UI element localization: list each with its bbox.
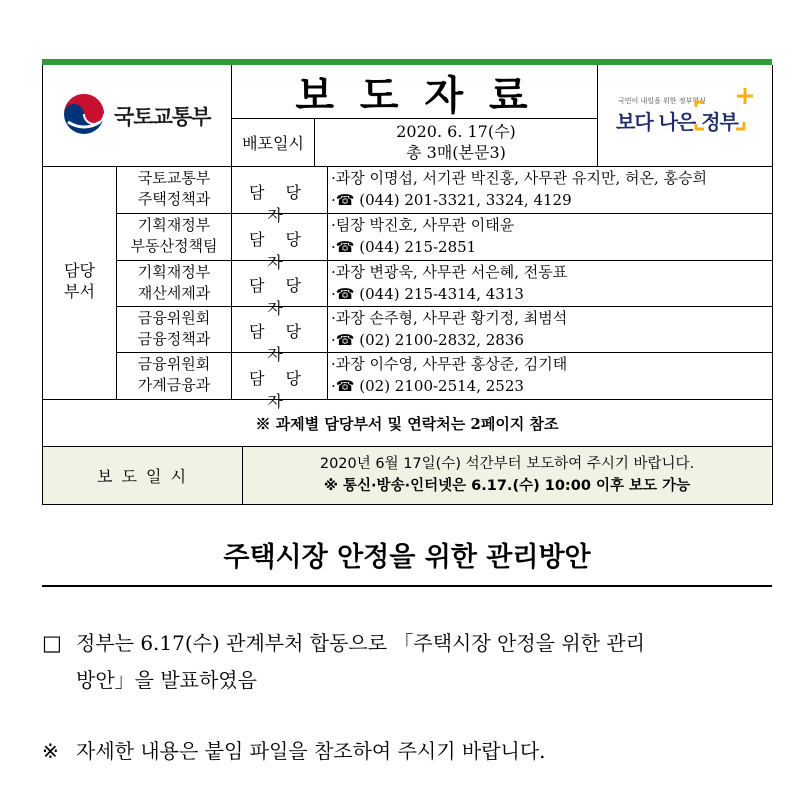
contact-dept: 기획재정부 재산세제과 [137,263,211,302]
ministry-logo [62,92,222,138]
contact-people: ·과장 이명섭, 서기관 박진홍, 사무관 유지만, 허온, 홍승희 [331,169,707,187]
press-release-title: 보 도 자 료 [295,72,534,119]
contact-note: ※ 과제별 담당부서 및 연락처는 2페이지 참조 [255,414,559,433]
title-underline [42,585,772,587]
contact-role-label: 담 당 자 [249,322,309,364]
plus-bracket-icon [608,82,768,152]
contact-people: ·팀장 박진호, 사무관 이태윤 [331,216,515,234]
phone-icon: ☎ [335,331,355,349]
contact-group-label: 담당 부서 [64,261,95,301]
distribution-pages: 총 3매(본문3) [406,143,506,162]
square-bullet: □ [42,631,62,655]
contact-phone: ·☎ (044) 215-4314, 4313 [331,285,524,303]
embargo-label: 보 도 일 시 [96,467,189,486]
logo-small-text: 국민이 내일을 위한 정부혁신 [618,97,706,105]
contact-phone: ·☎ (02) 2100-2832, 2836 [331,331,524,349]
contact-phone: ·☎ (044) 201-3321, 3324, 4129 [331,191,572,209]
embargo-line-2: ※ 통신·방송·인터넷은 6.17.(수) 10:00 이후 보도 가능 [323,478,691,494]
paragraph-line-1: 정부는 6.17(수) 관계부처 합동으로 「주택시장 안정을 위한 관리 [76,631,645,655]
contact-dept: 국토교통부 주택정책과 [137,169,211,208]
phone-icon: ☎ [335,285,355,303]
contact-people: ·과장 변광욱, 사무관 서은혜, 전동표 [331,263,568,281]
distribution-info [315,121,597,163]
note-text: 자세한 내용은 붙임 파일을 참조하여 주시기 바랍니다. [76,739,546,763]
contact-dept: 금융위원회 가계금융과 [137,355,211,394]
phone-icon: ☎ [335,377,355,395]
logo-main-text: 보다 나은 정부 [616,110,738,134]
contact-role-label: 담 당 자 [249,183,309,225]
contact-role-label: 담 당 자 [249,276,309,318]
embargo-info [243,453,771,497]
contact-role-label: 담 당 자 [249,230,309,272]
contact-role-label: 담 당 자 [249,369,309,411]
taegeuk-icon [62,92,106,136]
distribution-date: 2020. 6. 17(수) [396,122,516,141]
ministry-name: 국토교통부 [114,105,211,129]
paragraph-line-2: 방안」을 발표하였음 [76,668,257,692]
document-title: 주택시장 안정을 위한 관리방안 [223,541,591,573]
contact-phone: ·☎ (02) 2100-2514, 2523 [331,377,524,395]
note-mark: ※ [42,739,59,763]
contact-dept: 금융위원회 금융정책과 [137,309,211,348]
gov-innovation-logo [608,82,768,152]
contact-phone: ·☎ (044) 215-2851 [331,238,477,256]
contact-people: ·과장 이수영, 사무관 홍상준, 김기태 [331,355,568,373]
distribution-label: 배포일시 [242,134,304,153]
contact-dept: 기획재정부 부동산정책팀 [130,216,218,255]
phone-icon: ☎ [335,238,355,256]
contact-people: ·과장 손주형, 사무관 황기정, 최범석 [331,309,568,327]
embargo-line-1: 2020년 6월 17일(수) 석간부터 보도하여 주시기 바랍니다. [319,456,695,472]
phone-icon: ☎ [335,191,355,209]
